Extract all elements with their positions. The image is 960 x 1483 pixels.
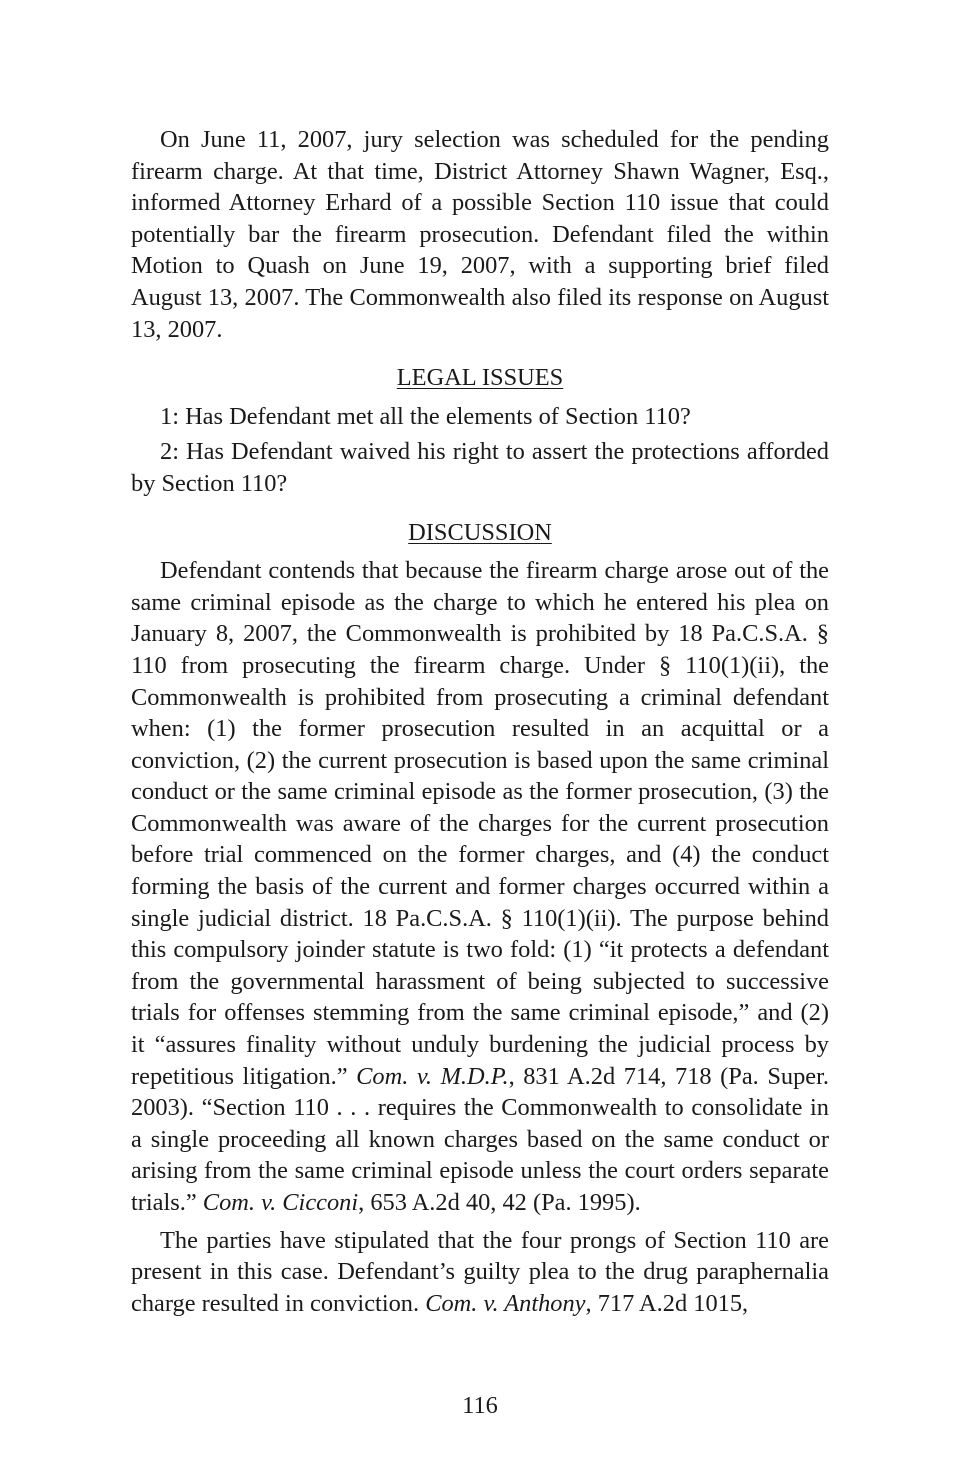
discussion-heading: DISCUSSION	[408, 518, 552, 546]
case-citation-cicconi: Com. v. Cicconi	[202, 1189, 359, 1216]
case-citation-mdp: Com. v. M.D.P.	[356, 1062, 509, 1090]
legal-issues-heading: LEGAL ISSUES	[396, 364, 564, 392]
discussion-p1-text-2: , 831 A.2d 714, 718 (Pa. Super. 2003). “Section 110 . . . requires the Commonwealth to consolidate in a single proceeding all known charges based on the same conduct or arising from the same criminal episode unless the court orders separate trials.”	[131, 1062, 830, 1216]
case-citation-anthony: Com. v. Anthony	[425, 1289, 586, 1317]
document-page	[131, 124, 829, 1319]
legal-issue-2: 2: Has Defendant waived his right to assert the protections afforded by Section 110?	[131, 438, 829, 497]
discussion-p2-text-1: The parties have stipulated that the four prongs of Section 110 are present in this case. Defendant’s guilty plea to the drug paraphernalia charge resulted in conviction.	[131, 1226, 829, 1317]
legal-issue-1: 1: Has Defendant met all the elements of Section 110?	[160, 402, 691, 430]
discussion-p2-text-2: , 717 A.2d 1015,	[585, 1289, 749, 1317]
discussion-p1-text-1: Defendant contends that because the firearm charge arose out of the same criminal episode as the charge to which he entered his plea on January 8, 2007, the Commonwealth is prohibited by 18 Pa.C.S.A. § 110 from prosecuting the firearm charge. Under § 110(1)(ii), the Commonwealth is prohibited from prosecuting a criminal defendant when: (1) the former prosecution resulted in an acquittal or a conviction, (2) the current prosecution is based upon the same criminal conduct or the same criminal episode as the former prosecution, (3) the Commonwealth was aware of the charges for the current prosecution before trial commenced on the former charges, and (4) the conduct forming the basis of the current and former charges occurred within a single judicial district. 18 Pa.C.S.A. § 110(1)(ii). The purpose behind this compulsory joinder statute is two fold: (1) “it protects a defendant from the governmental harassment of being subjected to successive trials for offenses stemming from the same criminal episode,” and (2) it “assures finality without unduly burdening the judicial process by repetitious litigation.”	[131, 557, 829, 1090]
discussion-p1-text-3: , 653 A.2d 40, 42 (Pa. 1995).	[358, 1189, 641, 1216]
discussion-paragraph-2	[131, 1225, 829, 1320]
discussion-paragraph-1	[131, 555, 829, 1218]
intro-paragraph: On June 11, 2007, jury selection was scheduled for the pending firearm charge. At that time, District Attorney Shawn Wagner, Esq., informed Attorney Erhard of a possible Section 110 issue that could potentially bar the firearm prosecution. Defendant filed the within Motion to Quash on June 19, 2007, with a supporting brief filed August 13, 2007. The Commonwealth also filed its response on August 13, 2007.	[131, 126, 829, 343]
page-number: 116	[462, 1392, 498, 1419]
